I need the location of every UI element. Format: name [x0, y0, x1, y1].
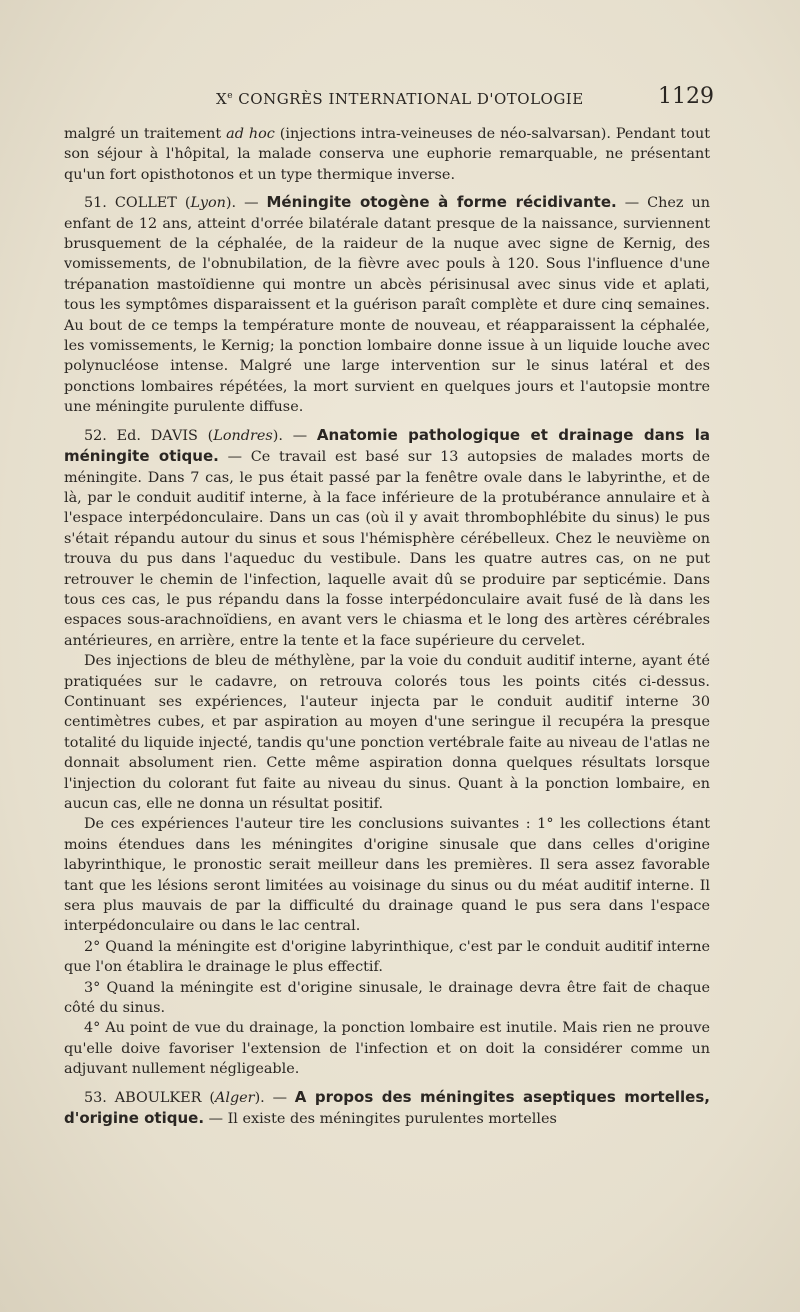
running-header: [66, 84, 714, 114]
entry-title: Méningite otogène à forme récidivante.: [266, 193, 617, 212]
paragraph: 3° Quand la méningite est d'origine sinusale, le drainage devra être fait de chaque côté du sinus.: [64, 979, 710, 1017]
running-title: Xe CONGRÈS INTERNATIONAL D'OTOLOGIE: [216, 90, 584, 108]
page-body: [64, 124, 710, 1130]
paragraph: Des injections de bleu de méthylène, par la voie du conduit auditif interne, ayant été pratiquées sur le cadavre, on retrouva colorés tous les points cités ci-dessus. Continuant ses expériences, l'auteur injecta par le conduit auditif interne 30 centimètres cubes, et par aspiration au moyen d'une seringue il recupéra la presque totalité du liquide injecté, tandis qu'une ponction vertébrale faite au niveau de l'atlas ne donnait absolument rien. Cette même aspiration donna quelques résultats lorsque l'injection du colorant fut faite au niveau du sinus. Quant à la ponction lombaire, en aucun cas, elle ne donna un résultat positif.: [64, 653, 710, 812]
paragraph: De ces expériences l'auteur tire les conclusions suivantes : 1° les collections étant moins étendues dans les méningites d'origine sinusale que dans celles d'origine labyrinthique, le pronostic serait meilleur dans les premières. Il sera assez favorable tant que les lésions seront limitées au voisinage du sinus ou du méat auditif interne. Il sera plus mauvais de par la difficulté du drainage quand le pus sera dans l'espace interpédonculaire ou dans le lac central.: [64, 816, 710, 935]
page-number: 1129: [658, 84, 714, 109]
entry-52: 52. Ed. DAVIS (Londres). — Anatomie pathologique et drainage dans la méningite otique. — Ce travail est basé sur 13 autopsies de malades morts de méningite. Dans 7 cas, le pus était passé par la fenêtre ovale dans le labyrinthe, et de là, par le conduit auditif interne, à la face inférieure de la protubérance annulaire et à l'espace interpédonculaire. Dans un cas (où il y avait thrombophlébite du sinus) le pus s'était répandu autour du sinus et sous l'hémisphère cérébelleux. Chez le neuvième on trouva du pus dans l'aqueduc du vestibule. Dans les quatre autres cas, on ne put retrouver le chemin de l'infection, laquelle avait dû se produire par septicémie. Dans tous ces cas, le pus répandu dans la fosse interpédonculaire avait fusé de là dans les espaces sous-arachnoïdiens, en avant vers le chiasma et le long des artères cérébrales antérieures, en arrière, entre la tente et la face supérieure du cervelet.: [64, 425, 710, 649]
entry-title: Anatomie pathologique et drainage dans la méningite otique.: [64, 425, 710, 466]
paragraph-continuation: malgré un traitement ad hoc (injections intra-veineuses de néo-salvarsan). Pendant tout son séjour à l'hôpital, la malade conserva une euphorie remarquable, ne présentant qu'un fort opisthotonos et un type thermique inverse.: [64, 126, 710, 183]
paragraph: 2° Quand la méningite est d'origine labyrinthique, c'est par le conduit auditif interne que l'on établira le drainage le plus effectif.: [64, 938, 710, 976]
entry-51: 51. COLLET (Lyon). — Méningite otogène à forme récidivante. — Chez un enfant de 12 ans, atteint d'orrée bilatérale datant presque de la naissance, surviennent brusquement de la céphalée, de la raideur de la nuque avec signe de Kernig, des vomissements, de l'obnubilation, de la fièvre avec pouls à 120. Sous l'influence d'une trépanation mastoïdienne qui montre un abcès périsinusal avec sinus vide et aplati, tous les symptômes disparaissent et la guérison paraît complète et dure cinq semaines. Au bout de ce temps la température monte de nouveau, et réapparaissent la céphalée, les vomissements, le Kernig; la ponction lombaire donne issue à un liquide louche avec polynucléose intense. Malgré une large intervention sur le sinus latéral et des ponctions lombaires répétées, la mort survient en quelques jours et l'autopsie montre une méningite purulente diffuse.: [64, 193, 711, 416]
entry-title: A propos des méningites aseptiques mortelles, d'origine otique.: [64, 1087, 710, 1128]
paragraph: 4° Au point de vue du drainage, la ponction lombaire est inutile. Mais rien ne prouve qu'elle doive favoriser l'extension de l'infection et on doit la considérer comme un adjuvant nullement négligeable.: [64, 1020, 710, 1078]
entry-53: 53. ABOULKER (Alger). — A propos des méningites aseptiques mortelles, d'origine otique. — Il existe des méningites purulentes mortelles: [64, 1087, 710, 1128]
